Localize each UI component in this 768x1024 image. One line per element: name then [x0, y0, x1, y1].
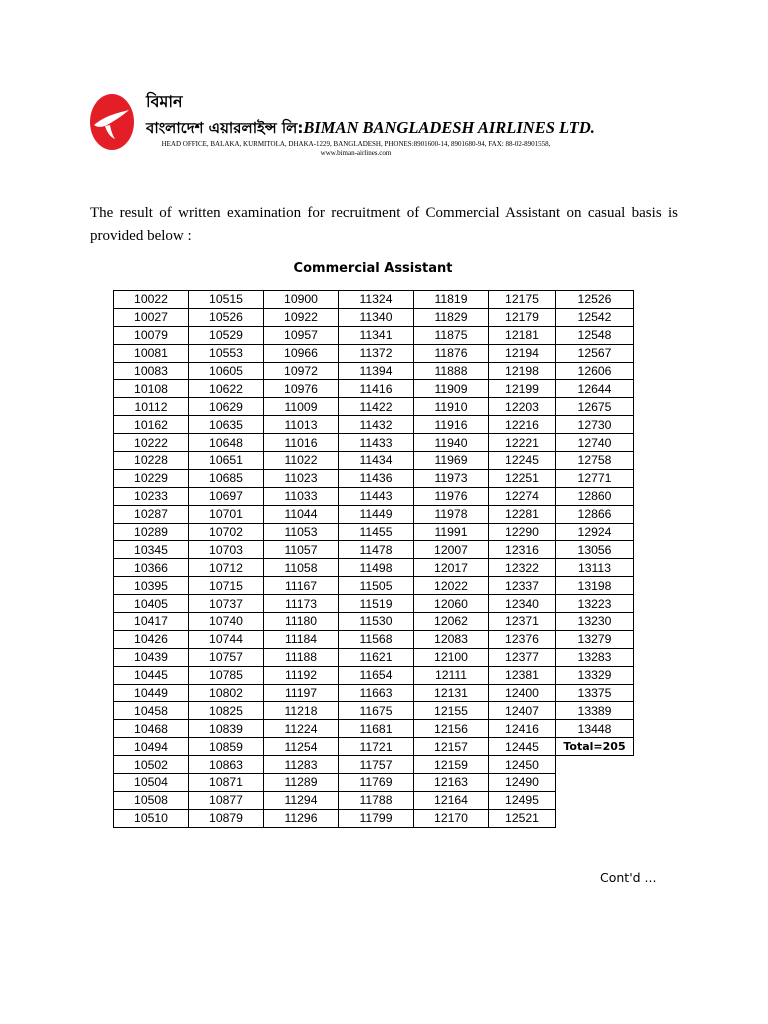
table-title: Commercial Assistant [293, 261, 453, 276]
roll-number-cell: 12371 [489, 613, 556, 631]
roll-number-cell: 10510 [114, 809, 189, 827]
roll-number-cell: 10112 [114, 398, 189, 416]
roll-number-cell: 12199 [489, 380, 556, 398]
roll-number-cell: 12251 [489, 469, 556, 487]
roll-number-cell: 11218 [264, 702, 339, 720]
roll-number-cell: 12281 [489, 505, 556, 523]
table-row [114, 577, 634, 595]
roll-number-cell: 11498 [339, 559, 414, 577]
roll-number-cell: 10022 [114, 291, 189, 309]
roll-number-cell: 10395 [114, 577, 189, 595]
roll-number-cell: 12606 [556, 362, 634, 380]
empty-cell [556, 809, 634, 827]
roll-number-cell: 11973 [414, 469, 489, 487]
roll-number-cell: 10229 [114, 469, 189, 487]
empty-cell [556, 756, 634, 774]
roll-number-cell: 11478 [339, 541, 414, 559]
table-row [114, 344, 634, 362]
roll-number-cell: 12740 [556, 434, 634, 452]
roll-number-cell: 10740 [189, 613, 264, 631]
roll-number-cell: 12567 [556, 344, 634, 362]
roll-number-cell: 10651 [189, 452, 264, 470]
roll-number-cell: 12771 [556, 469, 634, 487]
roll-number-cell: 11969 [414, 452, 489, 470]
roll-number-cell: 12198 [489, 362, 556, 380]
roll-number-cell: 10289 [114, 523, 189, 541]
roll-number-cell: 11432 [339, 416, 414, 434]
roll-number-cell: 11422 [339, 398, 414, 416]
roll-number-cell: 12490 [489, 774, 556, 792]
roll-number-cell: 11192 [264, 666, 339, 684]
bangla-airline-name: বিমান [146, 92, 183, 111]
roll-number-cell: 10494 [114, 738, 189, 756]
roll-number-cell: 10972 [264, 362, 339, 380]
roll-number-cell: 12155 [414, 702, 489, 720]
table-row [114, 559, 634, 577]
roll-number-cell: 12017 [414, 559, 489, 577]
roll-number-cell: 10702 [189, 523, 264, 541]
roll-number-cell: 10439 [114, 648, 189, 666]
table-row [114, 469, 634, 487]
roll-number-cell: 11434 [339, 452, 414, 470]
roll-number-cell: 13283 [556, 648, 634, 666]
roll-number-cell: 13223 [556, 595, 634, 613]
roll-number-cell: 12164 [414, 791, 489, 809]
roll-number-cell: 11324 [339, 291, 414, 309]
roll-number-cell: 12377 [489, 648, 556, 666]
results-table [113, 290, 634, 828]
roll-number-cell: 11294 [264, 791, 339, 809]
roll-number-cell: 11909 [414, 380, 489, 398]
roll-number-cell: 10366 [114, 559, 189, 577]
biman-logo-icon [88, 92, 136, 152]
roll-number-cell: 11394 [339, 362, 414, 380]
table-row [114, 308, 634, 326]
roll-number-cell: 11916 [414, 416, 489, 434]
roll-number-cell: 11757 [339, 756, 414, 774]
roll-number-cell: 11340 [339, 308, 414, 326]
table-row [114, 541, 634, 559]
roll-number-cell: 11283 [264, 756, 339, 774]
roll-number-cell: 11455 [339, 523, 414, 541]
roll-number-cell: 11023 [264, 469, 339, 487]
roll-number-cell: 10233 [114, 487, 189, 505]
roll-number-cell: 11416 [339, 380, 414, 398]
roll-number-cell: 12022 [414, 577, 489, 595]
roll-number-cell: 10744 [189, 630, 264, 648]
table-row [114, 380, 634, 398]
roll-number-cell: 11519 [339, 595, 414, 613]
table-row [114, 416, 634, 434]
roll-number-cell: 11009 [264, 398, 339, 416]
roll-number-cell: 12221 [489, 434, 556, 452]
roll-number-cell: 13389 [556, 702, 634, 720]
roll-number-cell: 11449 [339, 505, 414, 523]
roll-number-cell: 11769 [339, 774, 414, 792]
roll-number-cell: 10871 [189, 774, 264, 792]
table-row [114, 434, 634, 452]
roll-number-cell: 10701 [189, 505, 264, 523]
table-row [114, 666, 634, 684]
roll-number-cell: 13329 [556, 666, 634, 684]
letterhead [88, 90, 688, 180]
roll-number-cell: 10785 [189, 666, 264, 684]
roll-number-cell: 10027 [114, 308, 189, 326]
table-row [114, 791, 634, 809]
roll-number-cell: 10966 [264, 344, 339, 362]
roll-number-cell: 10622 [189, 380, 264, 398]
table-row [114, 595, 634, 613]
roll-number-cell: 10405 [114, 595, 189, 613]
roll-number-cell: 11044 [264, 505, 339, 523]
table-row [114, 738, 634, 756]
roll-number-cell: 10162 [114, 416, 189, 434]
roll-number-cell: 12083 [414, 630, 489, 648]
roll-number-cell: 11910 [414, 398, 489, 416]
roll-number-cell: 12495 [489, 791, 556, 809]
roll-number-cell: 10605 [189, 362, 264, 380]
roll-number-cell: 11289 [264, 774, 339, 792]
roll-number-cell: 10737 [189, 595, 264, 613]
roll-number-cell: 12316 [489, 541, 556, 559]
total-count-cell: Total=205 [556, 738, 634, 756]
roll-number-cell: 10526 [189, 308, 264, 326]
roll-number-cell: 11978 [414, 505, 489, 523]
table-row [114, 487, 634, 505]
roll-number-cell: 10900 [264, 291, 339, 309]
roll-number-cell: 10449 [114, 684, 189, 702]
roll-number-cell: 10468 [114, 720, 189, 738]
table-row [114, 774, 634, 792]
roll-number-cell: 12179 [489, 308, 556, 326]
table-row [114, 630, 634, 648]
roll-number-cell: 12157 [414, 738, 489, 756]
roll-number-cell: 12216 [489, 416, 556, 434]
table-row [114, 756, 634, 774]
roll-number-cell: 11443 [339, 487, 414, 505]
table-row [114, 362, 634, 380]
roll-number-cell: 11976 [414, 487, 489, 505]
roll-number-cell: 11654 [339, 666, 414, 684]
roll-number-cell: 12400 [489, 684, 556, 702]
roll-number-cell: 11788 [339, 791, 414, 809]
roll-number-cell: 12450 [489, 756, 556, 774]
roll-number-cell: 10287 [114, 505, 189, 523]
roll-number-cell: 12407 [489, 702, 556, 720]
roll-number-cell: 11296 [264, 809, 339, 827]
roll-number-cell: 11167 [264, 577, 339, 595]
roll-number-cell: 12381 [489, 666, 556, 684]
roll-number-cell: 10445 [114, 666, 189, 684]
roll-number-cell: 10825 [189, 702, 264, 720]
roll-number-cell: 10697 [189, 487, 264, 505]
roll-number-cell: 12526 [556, 291, 634, 309]
roll-number-cell: 12131 [414, 684, 489, 702]
roll-number-cell: 10504 [114, 774, 189, 792]
roll-number-cell: 10635 [189, 416, 264, 434]
roll-number-cell: 10957 [264, 326, 339, 344]
roll-number-cell: 12175 [489, 291, 556, 309]
roll-number-cell: 10859 [189, 738, 264, 756]
roll-number-cell: 12062 [414, 613, 489, 631]
roll-number-cell: 10228 [114, 452, 189, 470]
company-name-english: BIMAN BANGLADESH AIRLINES LTD. [303, 118, 595, 137]
roll-number-cell: 12007 [414, 541, 489, 559]
roll-number-cell: 11341 [339, 326, 414, 344]
roll-number-cell: 11057 [264, 541, 339, 559]
roll-number-cell: 11180 [264, 613, 339, 631]
roll-number-cell: 10417 [114, 613, 189, 631]
roll-number-cell: 12170 [414, 809, 489, 827]
table-row [114, 523, 634, 541]
roll-number-cell: 11173 [264, 595, 339, 613]
roll-number-cell: 12156 [414, 720, 489, 738]
roll-number-cell: 11016 [264, 434, 339, 452]
roll-number-cell: 10083 [114, 362, 189, 380]
roll-number-cell: 11663 [339, 684, 414, 702]
roll-number-cell: 10079 [114, 326, 189, 344]
roll-number-cell: 10345 [114, 541, 189, 559]
roll-number-cell: 11876 [414, 344, 489, 362]
table-row [114, 452, 634, 470]
roll-number-cell: 11568 [339, 630, 414, 648]
roll-number-cell: 11188 [264, 648, 339, 666]
roll-number-cell: 11675 [339, 702, 414, 720]
roll-number-cell: 12337 [489, 577, 556, 595]
empty-cell [556, 791, 634, 809]
roll-number-cell: 11013 [264, 416, 339, 434]
roll-number-cell: 12159 [414, 756, 489, 774]
roll-number-cell: 11681 [339, 720, 414, 738]
table-row [114, 809, 634, 827]
roll-number-cell: 10553 [189, 344, 264, 362]
roll-number-cell: 13113 [556, 559, 634, 577]
roll-number-cell: 11436 [339, 469, 414, 487]
roll-number-cell: 12644 [556, 380, 634, 398]
roll-number-cell: 12675 [556, 398, 634, 416]
company-name-line [146, 118, 595, 139]
roll-number-cell: 12245 [489, 452, 556, 470]
roll-number-cell: 11197 [264, 684, 339, 702]
roll-number-cell: 11721 [339, 738, 414, 756]
table-row [114, 702, 634, 720]
roll-number-cell: 11888 [414, 362, 489, 380]
roll-number-cell: 10879 [189, 809, 264, 827]
roll-number-cell: 10863 [189, 756, 264, 774]
roll-number-cell: 12860 [556, 487, 634, 505]
roll-number-cell: 11022 [264, 452, 339, 470]
table-row [114, 613, 634, 631]
roll-number-cell: 12416 [489, 720, 556, 738]
roll-number-cell: 12521 [489, 809, 556, 827]
roll-number-cell: 12730 [556, 416, 634, 434]
roll-number-cell: 10629 [189, 398, 264, 416]
roll-number-cell: 13448 [556, 720, 634, 738]
roll-number-cell: 10502 [114, 756, 189, 774]
roll-number-cell: 13375 [556, 684, 634, 702]
roll-number-cell: 12758 [556, 452, 634, 470]
roll-number-cell: 10703 [189, 541, 264, 559]
roll-number-cell: 13230 [556, 613, 634, 631]
roll-number-cell: 12340 [489, 595, 556, 613]
roll-number-cell: 12376 [489, 630, 556, 648]
roll-number-cell: 10515 [189, 291, 264, 309]
roll-number-cell: 10757 [189, 648, 264, 666]
roll-number-cell: 10685 [189, 469, 264, 487]
roll-number-cell: 12274 [489, 487, 556, 505]
head-office-address [146, 140, 566, 158]
company-name-bangla: বাংলাদেশ এয়ারলাইন্স লি: [146, 119, 304, 137]
roll-number-cell: 11799 [339, 809, 414, 827]
roll-number-cell: 12924 [556, 523, 634, 541]
roll-number-cell: 12445 [489, 738, 556, 756]
roll-number-cell: 11053 [264, 523, 339, 541]
roll-number-cell: 11033 [264, 487, 339, 505]
roll-number-cell: 13279 [556, 630, 634, 648]
empty-cell [556, 774, 634, 792]
roll-number-cell: 13198 [556, 577, 634, 595]
roll-number-cell: 12100 [414, 648, 489, 666]
roll-number-cell: 11991 [414, 523, 489, 541]
roll-number-cell: 11819 [414, 291, 489, 309]
roll-number-cell: 10976 [264, 380, 339, 398]
roll-number-cell: 12111 [414, 666, 489, 684]
roll-number-cell: 10648 [189, 434, 264, 452]
address-line: HEAD OFFICE, BALAKA, KURMITOLA, DHAKA-1229, BANGLADESH, PHONES:8901600-14, 8901680-94, FAX: 88-02-8901558, [161, 140, 551, 148]
table-row [114, 648, 634, 666]
table-row [114, 291, 634, 309]
roll-number-cell: 12866 [556, 505, 634, 523]
roll-number-cell: 10458 [114, 702, 189, 720]
roll-number-cell: 11372 [339, 344, 414, 362]
roll-number-cell: 11184 [264, 630, 339, 648]
table-row [114, 326, 634, 344]
roll-number-cell: 10529 [189, 326, 264, 344]
roll-number-cell: 10426 [114, 630, 189, 648]
roll-number-cell: 10712 [189, 559, 264, 577]
roll-number-cell: 11505 [339, 577, 414, 595]
roll-number-cell: 11940 [414, 434, 489, 452]
continued-note: Cont'd ... [600, 870, 657, 885]
table-row [114, 720, 634, 738]
table-row [114, 398, 634, 416]
roll-number-cell: 11058 [264, 559, 339, 577]
roll-number-cell: 12548 [556, 326, 634, 344]
roll-number-cell: 11433 [339, 434, 414, 452]
roll-number-cell: 12203 [489, 398, 556, 416]
table-row [114, 684, 634, 702]
roll-number-cell: 11224 [264, 720, 339, 738]
roll-number-cell: 12542 [556, 308, 634, 326]
roll-number-cell: 12290 [489, 523, 556, 541]
roll-number-cell: 11530 [339, 613, 414, 631]
roll-number-cell: 12181 [489, 326, 556, 344]
website-line: www.biman-airlines.com [320, 149, 392, 157]
roll-number-cell: 13056 [556, 541, 634, 559]
roll-number-cell: 10839 [189, 720, 264, 738]
roll-number-cell: 12194 [489, 344, 556, 362]
roll-number-cell: 10222 [114, 434, 189, 452]
roll-number-cell: 10081 [114, 344, 189, 362]
roll-number-cell: 11875 [414, 326, 489, 344]
roll-number-cell: 11254 [264, 738, 339, 756]
roll-number-cell: 11829 [414, 308, 489, 326]
roll-number-cell: 11621 [339, 648, 414, 666]
roll-number-cell: 10508 [114, 791, 189, 809]
intro-paragraph: The result of written examination for recruitment of Commercial Assistant on casual basis is provided below : [90, 205, 678, 244]
roll-number-cell: 10877 [189, 791, 264, 809]
roll-number-cell: 10108 [114, 380, 189, 398]
roll-number-cell: 12060 [414, 595, 489, 613]
roll-number-cell: 10802 [189, 684, 264, 702]
roll-number-cell: 12322 [489, 559, 556, 577]
table-row [114, 505, 634, 523]
roll-number-cell: 12163 [414, 774, 489, 792]
roll-number-cell: 10922 [264, 308, 339, 326]
roll-number-cell: 10715 [189, 577, 264, 595]
